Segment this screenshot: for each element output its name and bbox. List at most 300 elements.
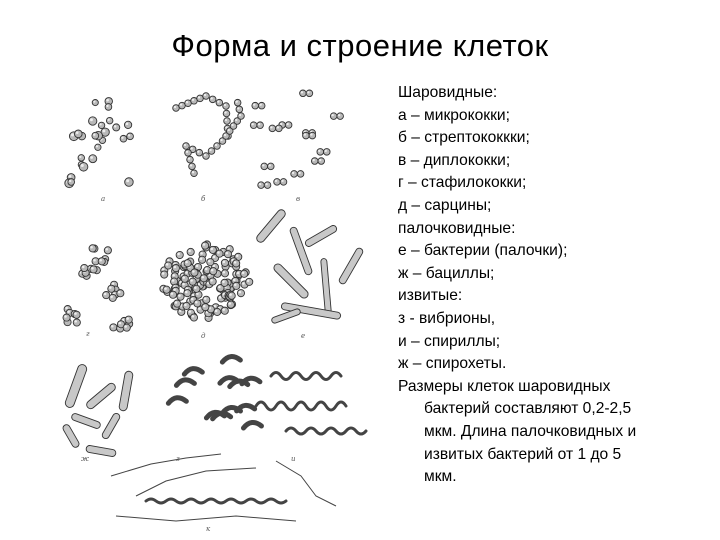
sarcina-cell-highlight bbox=[188, 250, 191, 253]
diplococcus-cell-highlight bbox=[253, 104, 255, 106]
streptococcus-cell-highlight bbox=[236, 101, 238, 103]
panel-label: к bbox=[206, 525, 211, 533]
sarcina-cell bbox=[181, 275, 188, 282]
staphylococcus-cell-highlight bbox=[99, 259, 102, 262]
sarcina-cell-highlight bbox=[236, 255, 239, 258]
diplococcus-cell bbox=[280, 179, 287, 186]
sarcina-cell-highlight bbox=[192, 294, 195, 297]
sarcina-cell-highlight bbox=[234, 284, 237, 287]
streptococcus-cell bbox=[187, 156, 194, 163]
streptococcus-cell-highlight bbox=[239, 114, 241, 116]
sarcina-cell-highlight bbox=[185, 261, 188, 264]
description-line: извитые: bbox=[398, 287, 463, 305]
spirochete-cell bbox=[276, 461, 336, 506]
diplococcus-cell-highlight bbox=[310, 133, 312, 135]
sarcina-cell-highlight bbox=[200, 252, 203, 255]
bacillus-cell bbox=[119, 371, 134, 412]
staphylococcus-cell-highlight bbox=[109, 286, 112, 289]
staphylococcus-cell bbox=[104, 247, 111, 254]
streptococcus-cell-highlight bbox=[204, 94, 206, 96]
sarcina-cell bbox=[200, 275, 207, 282]
sarcina-cell bbox=[221, 259, 228, 266]
sarcina-cell bbox=[199, 256, 206, 263]
streptococcus-cell-highlight bbox=[224, 111, 226, 113]
vibrio-cell bbox=[222, 357, 240, 363]
streptococcus-cell-highlight bbox=[184, 144, 186, 146]
streptococcus-cell bbox=[216, 99, 223, 106]
sarcina-cell bbox=[227, 301, 234, 308]
streptococcus-cell bbox=[236, 106, 243, 113]
diplococcus-cell-highlight bbox=[313, 159, 315, 161]
staphylococcus-cell-highlight bbox=[126, 317, 129, 320]
sarcina-cell bbox=[233, 282, 240, 289]
diplococcus-cell-highlight bbox=[277, 126, 279, 128]
sarcina-cell bbox=[203, 296, 210, 303]
streptococcus-cell bbox=[223, 103, 230, 110]
diplococcus-cell bbox=[269, 125, 276, 132]
sarcina-cell-highlight bbox=[226, 252, 229, 255]
micrococcus-cell bbox=[98, 122, 104, 128]
diplococcus-cell bbox=[291, 171, 298, 178]
streptococcus-cell-highlight bbox=[217, 101, 219, 103]
sarcina-cell bbox=[187, 248, 194, 255]
sarcina-cell-highlight bbox=[182, 276, 185, 279]
streptococcus-cell-highlight bbox=[231, 124, 233, 126]
micrococcus-cell-highlight bbox=[106, 105, 108, 107]
staphylococcus-cell-highlight bbox=[65, 307, 68, 310]
diplococcus-cell bbox=[318, 158, 325, 165]
sarcina-cell bbox=[163, 286, 170, 293]
staphylococcus-cell-highlight bbox=[67, 311, 70, 314]
diplococcus-cell bbox=[274, 179, 281, 186]
micrococcus-cell-highlight bbox=[103, 129, 106, 132]
streptococcus-cell-highlight bbox=[186, 101, 188, 103]
spirochete-cell bbox=[111, 454, 221, 476]
staphylococcus-cell bbox=[117, 290, 124, 297]
streptococcus-cell-highlight bbox=[235, 119, 237, 121]
sarcina-cell-highlight bbox=[174, 266, 177, 269]
micrococcus-cell-highlight bbox=[79, 156, 81, 158]
staphylococcus-cell bbox=[125, 316, 132, 323]
diplococcus-cell bbox=[261, 163, 268, 170]
staphylococcus-cell bbox=[89, 245, 96, 252]
panel-label: е bbox=[301, 332, 306, 340]
diplococcus-cell bbox=[297, 171, 304, 178]
sarcina-cell-highlight bbox=[229, 302, 232, 305]
sarcina-cell-highlight bbox=[164, 287, 167, 290]
diplococcus-cell-highlight bbox=[301, 91, 303, 93]
sarcina-cell-highlight bbox=[204, 297, 207, 300]
description-line: Размеры клеток шаровидных bbox=[398, 377, 611, 395]
diplococcus-cell-highlight bbox=[270, 126, 272, 128]
streptococcus-cell bbox=[234, 99, 241, 106]
panel-label: б bbox=[201, 195, 206, 203]
diplococcus-cell bbox=[306, 90, 313, 97]
diplococcus-cell-highlight bbox=[332, 114, 334, 116]
diplococcus-cell bbox=[303, 132, 310, 139]
rod-bacterium bbox=[321, 258, 332, 313]
streptococcus-cell-highlight bbox=[191, 147, 193, 149]
streptococcus-cell-highlight bbox=[192, 171, 194, 173]
sarcina-cell-highlight bbox=[189, 310, 192, 313]
sarcina-cell-highlight bbox=[234, 261, 237, 264]
spirillum-cell bbox=[286, 428, 366, 434]
description-line: палочковидные: bbox=[398, 219, 516, 237]
diplococcus-cell bbox=[257, 122, 264, 129]
sarcina-cell-highlight bbox=[237, 272, 240, 275]
streptococcus-cell-highlight bbox=[237, 107, 239, 109]
bacillus-cell bbox=[64, 363, 88, 408]
rod-bacterium bbox=[338, 247, 364, 285]
description-line: в – диплококки; bbox=[398, 151, 511, 169]
sarcina-cell-highlight bbox=[172, 274, 175, 277]
streptococcus-cell-highlight bbox=[192, 99, 194, 101]
sarcina-cell bbox=[169, 291, 176, 298]
vibrio-cell bbox=[230, 381, 248, 387]
micrococcus-cell-highlight bbox=[126, 122, 129, 125]
streptococcus-cell bbox=[214, 143, 221, 150]
micrococcus-cell bbox=[89, 117, 97, 125]
sarcina-cell-highlight bbox=[242, 271, 245, 274]
micrococcus-cell bbox=[68, 179, 75, 186]
sarcina-cell bbox=[189, 278, 196, 285]
sarcina-cell-highlight bbox=[217, 251, 220, 254]
micrococcus-cell-highlight bbox=[93, 101, 95, 103]
micrococcus-cell-highlight bbox=[90, 156, 93, 159]
vibrio-cell bbox=[168, 398, 186, 404]
staphylococcus-cell bbox=[98, 258, 105, 265]
sarcina-cell-highlight bbox=[239, 291, 242, 294]
streptococcus-cell-highlight bbox=[211, 97, 213, 99]
diplococcus-cell bbox=[337, 113, 344, 120]
staphylococcus-cell bbox=[108, 285, 115, 292]
staphylococcus-cell bbox=[109, 294, 116, 301]
spirochete-cell bbox=[136, 468, 256, 496]
description-line: ж – спирохеты. bbox=[398, 355, 507, 373]
micrococcus-cell bbox=[125, 178, 134, 187]
sarcina-cell bbox=[216, 250, 223, 257]
sarcina-cell-highlight bbox=[171, 292, 174, 295]
sarcina-cell-highlight bbox=[233, 279, 236, 282]
staphylococcus-cell-highlight bbox=[90, 246, 93, 249]
sarcina-cell bbox=[165, 262, 172, 269]
diplococcus-cell bbox=[267, 163, 274, 170]
sarcina-cell bbox=[224, 251, 231, 258]
sarcina-cell-highlight bbox=[201, 276, 204, 279]
sarcina-cell-highlight bbox=[185, 291, 188, 294]
sarcina-cell bbox=[209, 246, 216, 253]
streptococcus-cell bbox=[224, 118, 231, 125]
sarcina-cell bbox=[190, 314, 197, 321]
staphylococcus-cell-highlight bbox=[74, 320, 77, 323]
bacteria-forms-illustration bbox=[56, 76, 386, 536]
micrococcus-cell bbox=[92, 99, 98, 105]
streptococcus-cell bbox=[183, 143, 190, 150]
streptococcus-cell bbox=[185, 150, 192, 157]
staphylococcus-cell bbox=[63, 314, 70, 321]
streptococcus-cell-highlight bbox=[220, 139, 222, 141]
sarcina-cell-highlight bbox=[178, 294, 181, 297]
sarcina-cell-highlight bbox=[162, 268, 165, 271]
description-line: а – микрококки; bbox=[398, 106, 510, 124]
staphylococcus-cell bbox=[90, 266, 97, 273]
panel-label: а bbox=[101, 195, 106, 203]
staphylococcus-cell-highlight bbox=[64, 315, 67, 318]
sarcina-cell-highlight bbox=[200, 257, 203, 260]
diplococcus-cell-highlight bbox=[260, 104, 262, 106]
streptococcus-cell-highlight bbox=[174, 106, 176, 108]
sarcina-cell bbox=[191, 269, 198, 276]
description-line-indented: извитых бактерий от 1 до 5 bbox=[424, 445, 622, 463]
rod-bacterium bbox=[304, 224, 338, 248]
micrococcus-cell bbox=[105, 104, 112, 111]
micrococcus-cell-highlight bbox=[76, 131, 79, 134]
sarcina-cell bbox=[161, 271, 168, 278]
micrococcus-cell-highlight bbox=[108, 119, 110, 121]
streptococcus-cell bbox=[238, 113, 245, 120]
panel-label: и bbox=[291, 455, 296, 463]
staphylococcus-cell-highlight bbox=[106, 248, 109, 251]
micrococcus-cell bbox=[92, 132, 99, 139]
staphylococcus-cell-highlight bbox=[110, 296, 113, 299]
sarcina-cell-highlight bbox=[192, 315, 195, 318]
diplococcus-cell-highlight bbox=[307, 91, 309, 93]
panel-label: з bbox=[176, 455, 180, 463]
sarcina-cell-highlight bbox=[210, 248, 213, 251]
streptococcus-cell-highlight bbox=[209, 149, 211, 151]
staphylococcus-cell bbox=[110, 324, 117, 331]
diplococcus-cell-highlight bbox=[258, 123, 260, 125]
sarcina-cell bbox=[241, 270, 248, 277]
description-line-indented: мкм. Длина палочковидных и bbox=[424, 422, 637, 440]
description-line: е – бактерии (палочки); bbox=[398, 242, 568, 260]
streptococcus-cell-highlight bbox=[204, 154, 206, 156]
description-text bbox=[398, 82, 708, 489]
diplococcus-cell-highlight bbox=[269, 164, 271, 166]
streptococcus-cell-highlight bbox=[215, 144, 217, 146]
sarcina-cell bbox=[209, 278, 216, 285]
diplococcus-cell-highlight bbox=[281, 180, 283, 182]
diplococcus-cell-highlight bbox=[338, 114, 340, 116]
streptococcus-cell bbox=[209, 96, 216, 103]
panel-label: г bbox=[86, 330, 90, 338]
diplococcus-cell bbox=[309, 132, 316, 139]
sarcina-cell-highlight bbox=[229, 293, 232, 296]
diplococcus-cell-highlight bbox=[319, 159, 321, 161]
description-line-indented: мкм. bbox=[424, 468, 457, 486]
micrococcus-cell bbox=[120, 135, 127, 142]
sarcina-cell-highlight bbox=[195, 301, 198, 304]
micrococcus-cell-highlight bbox=[99, 123, 101, 125]
sarcina-cell-highlight bbox=[247, 280, 250, 283]
micrococcus-cell-highlight bbox=[71, 133, 74, 136]
sarcina-cell-highlight bbox=[223, 271, 226, 274]
vibrio-cell bbox=[237, 405, 255, 411]
sarcina-cell bbox=[176, 251, 183, 258]
description-line-indented: бактерий составляют 0,2-2,5 bbox=[424, 400, 632, 418]
staphylococcus-cell-highlight bbox=[118, 291, 121, 294]
streptococcus-cell bbox=[203, 153, 210, 160]
sarcina-cell bbox=[221, 270, 228, 277]
sarcina-cell bbox=[184, 260, 191, 267]
micrococcus-cell bbox=[95, 144, 101, 150]
diplococcus-cell bbox=[317, 149, 324, 156]
streptococcus-cell-highlight bbox=[228, 129, 230, 131]
diplococcus-cell-highlight bbox=[304, 133, 306, 135]
sarcina-cell bbox=[246, 278, 253, 285]
bacillus-cell bbox=[62, 423, 81, 448]
sarcina-cell-highlight bbox=[223, 261, 226, 264]
panel-label: ж bbox=[81, 455, 89, 463]
streptococcus-cell-highlight bbox=[186, 151, 188, 153]
sarcina-cell-highlight bbox=[219, 296, 222, 299]
staphylococcus-cell bbox=[73, 319, 80, 326]
sarcina-cell-highlight bbox=[182, 283, 185, 286]
sarcina-cell-highlight bbox=[184, 304, 187, 307]
description-line: д – сарцины; bbox=[398, 196, 492, 214]
sarcina-cell-highlight bbox=[192, 270, 195, 273]
sarcina-cell bbox=[194, 300, 201, 307]
diplococcus-cell bbox=[276, 125, 283, 132]
streptococcus-cell-highlight bbox=[188, 157, 190, 159]
sarcina-cell-highlight bbox=[177, 253, 180, 256]
sarcina-cell bbox=[202, 304, 209, 311]
staphylococcus-cell-highlight bbox=[111, 325, 114, 328]
sarcina-cell-highlight bbox=[211, 269, 214, 272]
micrococcus-cell-highlight bbox=[96, 145, 98, 147]
sarcina-cell-highlight bbox=[203, 243, 206, 246]
micrococcus-cell bbox=[74, 130, 82, 138]
micrococcus-cell-highlight bbox=[69, 175, 72, 178]
staphylococcus-cell bbox=[73, 311, 80, 318]
sarcina-cell bbox=[221, 279, 228, 286]
spirochete-cell bbox=[116, 516, 296, 521]
panel-label: в bbox=[296, 195, 301, 203]
micrococcus-cell-highlight bbox=[106, 99, 109, 102]
sarcina-cell bbox=[184, 290, 191, 297]
streptococcus-cell-highlight bbox=[197, 151, 199, 153]
diplococcus-cell bbox=[285, 122, 292, 129]
micrococcus-cell bbox=[89, 155, 97, 163]
streptococcus-cell-highlight bbox=[190, 164, 192, 166]
diplococcus-cell bbox=[311, 158, 318, 165]
sarcina-cell bbox=[237, 290, 244, 297]
sarcina-cell bbox=[183, 302, 190, 309]
sarcina-cell-highlight bbox=[213, 256, 216, 259]
streptococcus-cell bbox=[203, 93, 210, 100]
bacillus-cell bbox=[86, 445, 117, 457]
rod-bacterium bbox=[289, 226, 313, 275]
sarcina-cell-highlight bbox=[222, 281, 225, 284]
sarcina-cell-highlight bbox=[190, 279, 193, 282]
diplococcus-cell-highlight bbox=[275, 180, 277, 182]
staphylococcus-cell-highlight bbox=[74, 312, 77, 315]
micrococcus-cell-highlight bbox=[114, 125, 116, 127]
sarcina-cell-highlight bbox=[175, 301, 178, 304]
diplococcus-cell-highlight bbox=[265, 183, 267, 185]
micrococcus-cell-highlight bbox=[69, 180, 71, 182]
diplococcus-cell bbox=[252, 102, 259, 109]
sarcina-cell bbox=[201, 242, 208, 249]
sarcina-cell-highlight bbox=[210, 279, 213, 282]
diplococcus-cell bbox=[323, 149, 330, 156]
streptococcus-cell-highlight bbox=[224, 134, 226, 136]
staphylococcus-cell-highlight bbox=[104, 293, 107, 296]
diplococcus-cell-highlight bbox=[280, 123, 282, 125]
micrococcus-cell bbox=[106, 117, 113, 124]
sarcina-cell-highlight bbox=[218, 286, 221, 289]
vibrio-cell bbox=[176, 380, 194, 386]
micrococcus-cell bbox=[79, 163, 88, 172]
diplococcus-cell-highlight bbox=[262, 164, 264, 166]
diplococcus-cell-highlight bbox=[259, 183, 261, 185]
sarcina-cell-highlight bbox=[162, 272, 165, 275]
sarcina-cell bbox=[172, 264, 179, 271]
sarcina-cell-highlight bbox=[227, 247, 230, 250]
slide-title: Форма и строение клеток bbox=[171, 28, 549, 63]
diplococcus-cell bbox=[264, 182, 271, 189]
staphylococcus-cell bbox=[81, 264, 88, 271]
streptococcus-cell bbox=[208, 148, 215, 155]
sarcina-cell-highlight bbox=[208, 260, 211, 263]
micrococcus-cell-highlight bbox=[121, 137, 123, 139]
description-line: г – стафилококки; bbox=[398, 174, 527, 192]
micrococcus-cell bbox=[78, 155, 84, 161]
streptococcus-cell-highlight bbox=[224, 104, 226, 106]
staphylococcus-cell-highlight bbox=[82, 266, 85, 269]
micrococcus-cell-highlight bbox=[81, 164, 84, 167]
spirochete-cell bbox=[146, 499, 286, 503]
staphylococcus-cell bbox=[103, 292, 110, 299]
sarcina-cell-highlight bbox=[203, 305, 206, 308]
sarcina-cell bbox=[228, 292, 235, 299]
diplococcus-cell-highlight bbox=[318, 150, 320, 152]
sarcina-cell bbox=[174, 300, 181, 307]
staphylococcus-cell-highlight bbox=[124, 325, 127, 328]
sarcina-cell-highlight bbox=[166, 263, 169, 266]
sarcina-cell-highlight bbox=[191, 298, 194, 301]
sarcina-cell-highlight bbox=[167, 259, 170, 262]
micrococcus-cell-highlight bbox=[126, 179, 129, 182]
staphylococcus-cell-highlight bbox=[91, 267, 94, 270]
streptococcus-cell-highlight bbox=[198, 96, 200, 98]
diplococcus-cell-highlight bbox=[251, 123, 253, 125]
staphylococcus-cell bbox=[123, 324, 130, 331]
sarcina-cell-highlight bbox=[172, 279, 175, 282]
diplococcus-cell-highlight bbox=[325, 150, 327, 152]
streptococcus-cell-highlight bbox=[225, 119, 227, 121]
vibrio-cell bbox=[184, 369, 202, 375]
micrococcus-cell bbox=[124, 121, 131, 128]
description-line: б – стрептококкки; bbox=[398, 129, 530, 147]
streptococcus-cell bbox=[191, 170, 198, 177]
sarcina-cell-highlight bbox=[215, 310, 218, 313]
streptococcus-cell bbox=[189, 163, 196, 170]
sarcina-cell-highlight bbox=[194, 286, 197, 289]
sarcina-cell-highlight bbox=[242, 282, 245, 285]
sarcina-cell bbox=[207, 259, 214, 266]
sarcina-cell-highlight bbox=[205, 268, 208, 271]
sarcina-cell bbox=[221, 307, 228, 314]
sarcina-cell-highlight bbox=[198, 307, 201, 310]
spirillum-cell bbox=[256, 402, 346, 410]
streptococcus-cell-highlight bbox=[180, 103, 182, 105]
micrococcus-cell-highlight bbox=[93, 134, 95, 136]
description-line: з - вибрионы, bbox=[398, 309, 496, 327]
diplococcus-cell bbox=[300, 90, 307, 97]
diplococcus-cell bbox=[330, 113, 337, 120]
micrococcus-cell bbox=[127, 133, 134, 140]
